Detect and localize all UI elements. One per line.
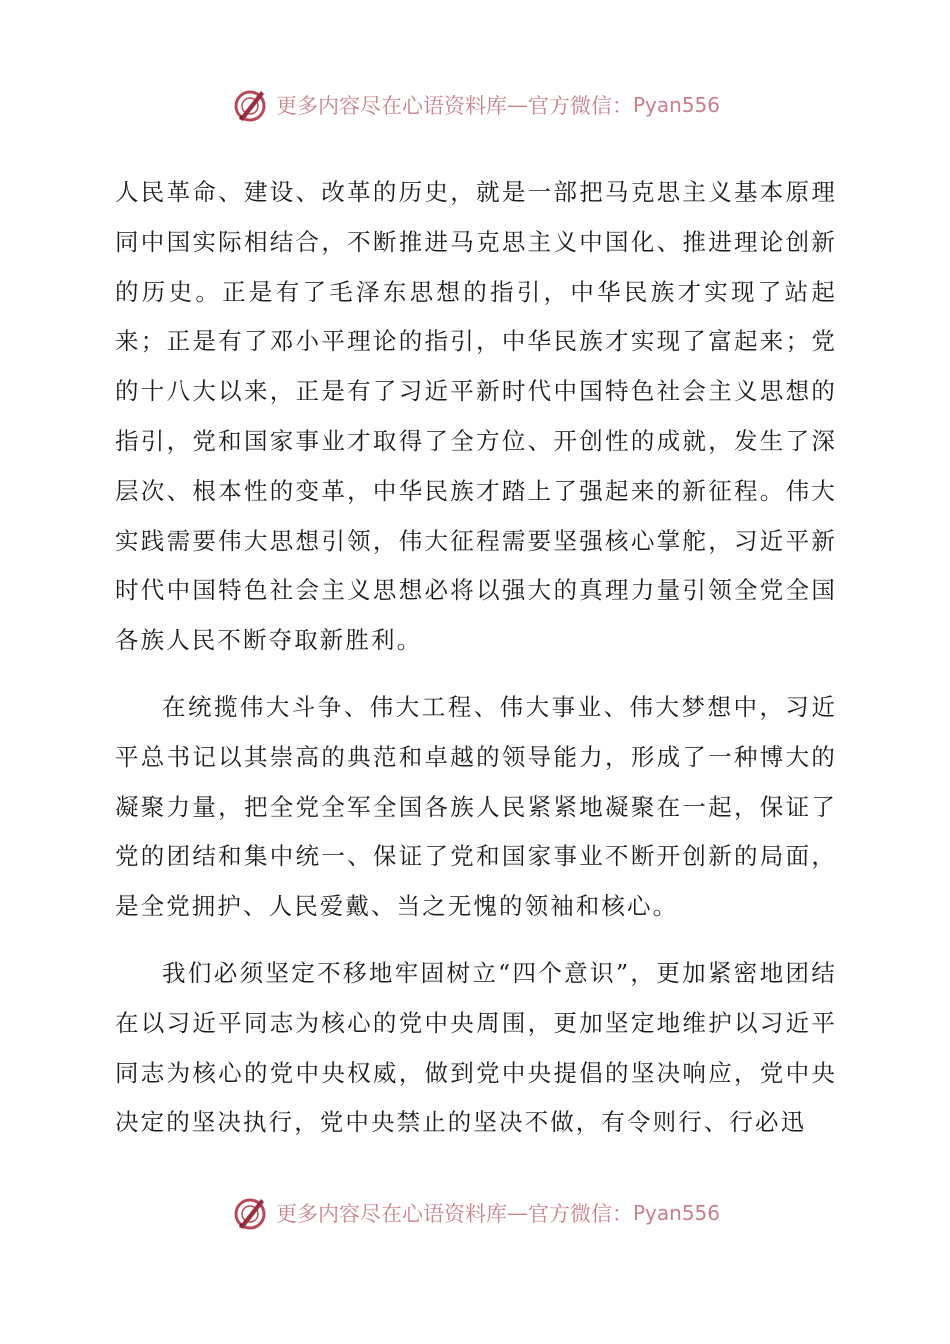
footer-banner-text: 更多内容尽在心语资料库: [275, 1202, 507, 1226]
header-banner-id: Pyan556: [632, 93, 720, 117]
footer-banner-id: Pyan556: [632, 1201, 720, 1225]
header-banner-dash: —: [506, 93, 528, 117]
paragraph-2: 在统揽伟大斗争、伟大工程、伟大事业、伟大梦想中，习近平总书记以其崇高的典范和卓越的领导能力，形成了一种博大的凝聚力量，把全党全军全国各族人民紧紧地凝聚在一起，保证了党的团结和集中统一、保证了党和国家事业不断开创新的局面，是全党拥护、人民爱戴、当之无愧的领袖和核心。: [115, 692, 837, 921]
paragraph-1: 人民革命、建设、改革的历史，就是一部把马克思主义基本原理同中国实际相结合，不断推进马克思主义中国化、推进理论创新的历史。正是有了毛泽东思想的指引，中华民族才实现了站起来；正是有了邓小平理论的指引，中华民族才实现了富起来；党的十八大以来，正是有了习近平新时代中国特色社会主义思想的指引，党和国家事业才取得了全方位、开创性的成就，发生了深层次、根本性的变革，中华民族才踏上了强起来的新征程。伟大实践需要伟大思想引领，伟大征程需要坚强核心掌舵，习近平新时代中国特色社会主义思想必将以强大的真理力量引领全党全国各族人民不断夺取新胜利。: [115, 178, 837, 655]
footer-banner-dash: —: [506, 1201, 528, 1225]
paragraph-3: 我们必须坚定不移地牢固树立“四个意识”，更加紧密地团结在以习近平同志为核心的党中央周围，更加坚定地维护以习近平同志为核心的党中央权威，做到党中央提倡的坚决响应，党中央决定的坚决执行，党中央禁止的坚决不做，有令则行、行必迅: [115, 958, 837, 1137]
footer-banner: [0, 1188, 950, 1238]
document-body: [115, 168, 837, 1148]
header-banner-text: 更多内容尽在心语资料库: [275, 94, 507, 118]
header-banner: [0, 80, 950, 130]
pen-circle-logo-icon: [230, 1193, 270, 1233]
pen-circle-logo-icon: [230, 85, 270, 125]
header-banner-official: 官方微信：: [527, 94, 633, 118]
footer-banner-official: 官方微信：: [527, 1202, 633, 1226]
